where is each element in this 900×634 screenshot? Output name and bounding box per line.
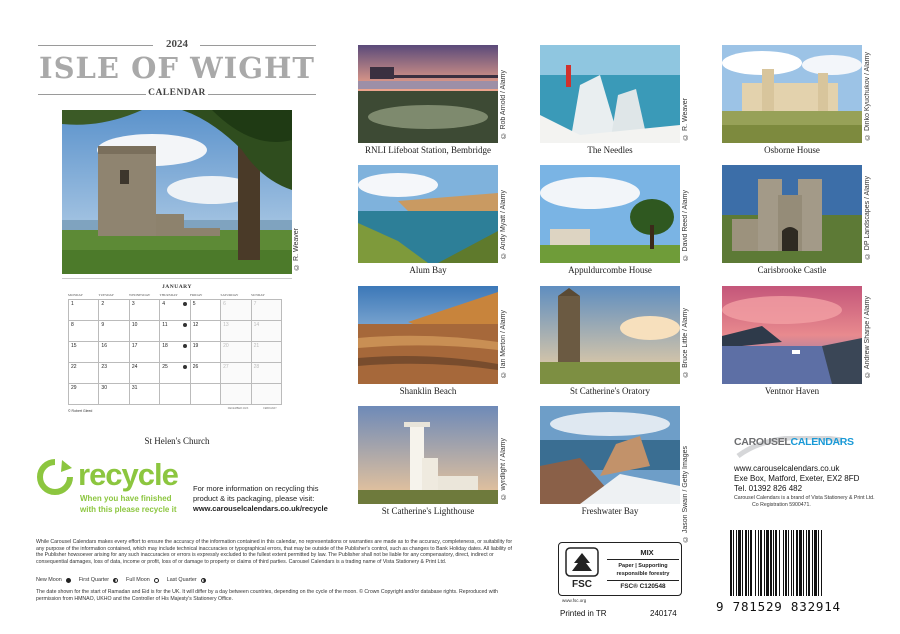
thumbnail-photo (358, 165, 498, 263)
weekday-label: THURSDAY (159, 293, 178, 297)
calendar-day-cell: 31 (130, 384, 160, 405)
barcode-bar (814, 530, 817, 596)
moon-phase-legend (36, 577, 212, 583)
calendar-day-cell: 12 (191, 321, 221, 342)
barcode-bar (793, 530, 794, 596)
publisher-brand-note: Carousel Calendars is a brand of Vista Stationery & Print Ltd. (734, 495, 875, 501)
calendar-day-cell: 18 (160, 342, 190, 363)
fsc-license-code: FSC® C120548 (620, 583, 666, 590)
fsc-tree-icon (565, 547, 599, 591)
calendar-day-cell: 6 (221, 300, 251, 321)
weekday-label: SATURDAY (220, 293, 239, 297)
calendar-day-cell (221, 384, 251, 405)
thumbnail-caption: Freshwater Bay (581, 506, 639, 516)
thumbnail-credit: © David Reed / Alamy (682, 190, 689, 261)
printed-in: Printed in TR (560, 609, 607, 618)
weekday-label: TUESDAY (98, 293, 115, 297)
barcode-bar (796, 530, 798, 596)
calendar-day-cell (252, 384, 282, 405)
calendar-day-cell: 28 (252, 363, 282, 384)
calendar-day-cell: 19 (191, 342, 221, 363)
barcode-bar (736, 530, 737, 596)
thumbnail-photo (540, 45, 680, 143)
fsc-line-1: Paper | Supporting (618, 563, 668, 569)
first-quarter-label: First Quarter (78, 577, 110, 583)
recycle-message-line1: When you have finished (80, 494, 172, 503)
calendar-day-cell: 27 (221, 363, 251, 384)
publisher-registration: Co Registration 5900471. (752, 502, 811, 508)
barcode-bar (788, 530, 789, 596)
barcode-bar (799, 530, 802, 596)
calendar-day-cell (191, 384, 221, 405)
barcode-bar (783, 530, 784, 596)
calendar-day-cell: 22 (69, 363, 99, 384)
barcode-bar (760, 530, 762, 596)
recycle-link[interactable]: www.carouselcalendars.co.uk/recycle (193, 504, 328, 513)
thumbnail-photo (540, 406, 680, 504)
fsc-divider (607, 580, 679, 581)
fsc-mix-label: MIX (640, 548, 654, 557)
thumbnail-credit: © wyrdlight / Alamy (500, 438, 507, 500)
weekday-header (68, 293, 282, 297)
fsc-website: www.fsc.org (562, 598, 587, 603)
thumbnail-credit: © DP Landscapes / Alamy (864, 176, 871, 260)
barcode-bar (791, 530, 792, 596)
calendar-day-cell (160, 384, 190, 405)
calendar-day-cell: 14 (252, 321, 282, 342)
calendar-day-cell: 23 (99, 363, 129, 384)
barcode-bar (750, 530, 752, 596)
thumbnail-credit: © Andy Myatt / Alamy (500, 190, 507, 259)
recycle-message-line2: with this please recycle it (80, 505, 177, 514)
year-rule-right (200, 45, 316, 46)
thumbnail-credit: © Andrew Sharpe / Alamy (864, 296, 871, 378)
calendar-day-cell: 3 (130, 300, 160, 321)
thumbnail-caption: Osborne House (764, 145, 820, 155)
calendar-day-cell: 29 (69, 384, 99, 405)
barcode-bar (766, 530, 769, 596)
calendar-day-cell: 30 (99, 384, 129, 405)
calendar-day-cell: 10 (130, 321, 160, 342)
calendar-day-cell: 1 (69, 300, 99, 321)
last-quarter-icon (201, 578, 206, 583)
barcode-bar (748, 530, 749, 596)
barcode-bar (770, 530, 772, 596)
thumbnail-caption: St Catherine's Oratory (569, 386, 651, 396)
thumbnail-photo (358, 45, 498, 143)
calendar-day-cell: 20 (221, 342, 251, 363)
thumbnail-photo (358, 286, 498, 384)
product-code: 240174 (650, 609, 677, 618)
thumbnail-credit: © Jason Swain / Getty Images (682, 446, 689, 543)
new-moon-label: New Moon (36, 577, 62, 583)
fsc-logo-text: FSC (572, 579, 592, 590)
barcode-bar (818, 530, 819, 596)
recycle-info-line1: For more information on recycling this (193, 484, 319, 493)
calendar-day-cell: 7 (252, 300, 282, 321)
thumbnail-photo (722, 45, 862, 143)
barcode-bar (773, 530, 774, 596)
st-helens-church-photo (62, 110, 292, 274)
publisher-website[interactable]: www.carouselcalendars.co.uk (734, 464, 840, 473)
logo-part-2: CALENDARS (790, 436, 854, 448)
thumbnail-credit: © Ian Merton / Alamy (500, 310, 507, 378)
barcode-bar (808, 530, 810, 596)
first-quarter-icon (113, 578, 118, 583)
fsc-line-2: responsible forestry (616, 571, 670, 577)
new-moon-icon (66, 578, 71, 583)
full-moon-icon (154, 578, 159, 583)
carousel-calendars-logo (734, 436, 854, 448)
barcode-bar (745, 530, 747, 596)
calendar-day-cell: 8 (69, 321, 99, 342)
thumbnail-credit: © Rob Arnold / Alamy (500, 70, 507, 139)
calendar-day-cell: 17 (130, 342, 160, 363)
calendar-day-cell: 5 (191, 300, 221, 321)
barcode-bar (779, 530, 780, 596)
calendar-day-cell: 26 (191, 363, 221, 384)
calendar-rule-right (208, 94, 316, 95)
publisher-phone: Tel. 01392 826 482 (734, 484, 803, 493)
thumbnail-credit: © R. Weaver (682, 98, 689, 140)
next-month-mini: FEBRUARY (263, 407, 277, 410)
barcode-bar (806, 530, 807, 596)
previous-month-mini: DECEMBER 2023 (227, 407, 249, 410)
calendar-year: 2024 (166, 38, 188, 50)
barcode-bar (755, 530, 756, 596)
logo-part-1: CAROUSEL (734, 436, 791, 448)
thumbnail-photo (722, 165, 862, 263)
full-moon-label: Full Moon (126, 577, 150, 583)
thumbnail-caption: Ventnor Haven (764, 386, 820, 396)
calendar-day-cell: 2 (99, 300, 129, 321)
barcode-bar (758, 530, 759, 596)
fsc-divider (607, 559, 679, 560)
barcode-bar (775, 530, 777, 596)
weekday-label: MONDAY (68, 293, 83, 297)
recycle-heading: recycle (78, 457, 178, 492)
calendar-day-cell: 24 (130, 363, 160, 384)
main-photo-caption: St Helen's Church (144, 436, 210, 446)
calendar-grid (68, 299, 282, 405)
calendar-title: ISLE OF WIGHT (39, 51, 315, 85)
barcode-bar (785, 530, 787, 596)
thumbnail-caption: RNLI Lifeboat Station, Bembridge (365, 145, 491, 155)
last-quarter-label: Last Quarter (166, 577, 197, 583)
date-note-text: The date shown for the start of Ramadan and Eid is for the UK. It will differ by a day between countries, depending on the cycle of the moon. © Crown Copyright and/or database rights. Reproduced with permission from HMNAO, UKHO and the Controller of His Majesty's Stationery Office. (36, 589, 498, 602)
thumbnail-caption: Appuldurcombe House (568, 265, 652, 275)
thumbnail-credit: © Dinko Kyuchukov / Alamy (864, 52, 871, 140)
thumbnail-caption: The Needles (587, 145, 633, 155)
barcode (728, 530, 862, 596)
thumbnail-caption: St Catherine's Lighthouse (381, 506, 475, 516)
thumbnail-caption: Carisbrooke Castle (757, 265, 827, 275)
recycle-info-line2: product & its packaging, please visit: (193, 494, 315, 503)
calendar-day-cell: 21 (252, 342, 282, 363)
calendar-month: JANUARY (162, 284, 192, 290)
publisher-address: Exe Box, Matford, Exeter, EX2 8FD (734, 474, 860, 483)
isbn-number: 9 781529 832914 (716, 599, 841, 614)
calendar-day-cell: 25 (160, 363, 190, 384)
barcode-bar (733, 530, 734, 596)
barcode-bar (764, 530, 765, 596)
main-photo-credit: © R. Weaver (293, 228, 300, 270)
calendar-day-cell: 9 (99, 321, 129, 342)
barcode-bar (742, 530, 743, 596)
january-calendar (62, 278, 292, 434)
calendar-note: © Robert Gleed (68, 409, 93, 413)
calendar-day-cell: 13 (221, 321, 251, 342)
weekday-label: FRIDAY (190, 293, 203, 297)
thumbnail-photo (722, 286, 862, 384)
weekday-label: WEDNESDAY (129, 293, 151, 297)
barcode-bar (812, 530, 813, 596)
thumbnail-photo (540, 165, 680, 263)
calendar-day-cell: 4 (160, 300, 190, 321)
thumbnail-photo (358, 406, 498, 504)
barcode-bar (803, 530, 804, 596)
recycle-icon (36, 458, 74, 496)
fsc-certification-box (558, 542, 682, 596)
barcode-bar (821, 530, 822, 596)
barcode-bar (730, 530, 732, 596)
calendar-subtitle: CALENDAR (148, 88, 206, 98)
weekday-label: SUNDAY (251, 293, 265, 297)
disclaimer-text: While Carousel Calendars makes every effort to ensure the accuracy of the information contained in this calendar, no representations or warranties are made as to the accuracy, completeness, or suitability for any purpose of the information contained, which may include technical inaccuracies or typographical errors, that may be outside of the Publisher's control, such as changes to Bank Holiday dates. All liability of the Publisher howsoever arising for any such inaccuracies or errors is expressly excluded to the fullest extent permitted by law. The Publisher shall not be liable for any compensatory, direct, indirect or consequential damages, loss of data, income or profit, loss of or damage to property or claims of third parties. Carousel Calendars is a trading name of Vista Stationery & Print Ltd. (36, 539, 513, 565)
thumbnail-caption: Alum Bay (409, 265, 447, 275)
calendar-day-cell: 11 (160, 321, 190, 342)
thumbnail-photo (540, 286, 680, 384)
calendar-day-cell: 15 (69, 342, 99, 363)
thumbnail-credit: © Bruce Little / Alamy (682, 308, 689, 377)
barcode-bar (738, 530, 741, 596)
thumbnail-caption: Shanklin Beach (399, 386, 457, 396)
calendar-day-cell: 16 (99, 342, 129, 363)
